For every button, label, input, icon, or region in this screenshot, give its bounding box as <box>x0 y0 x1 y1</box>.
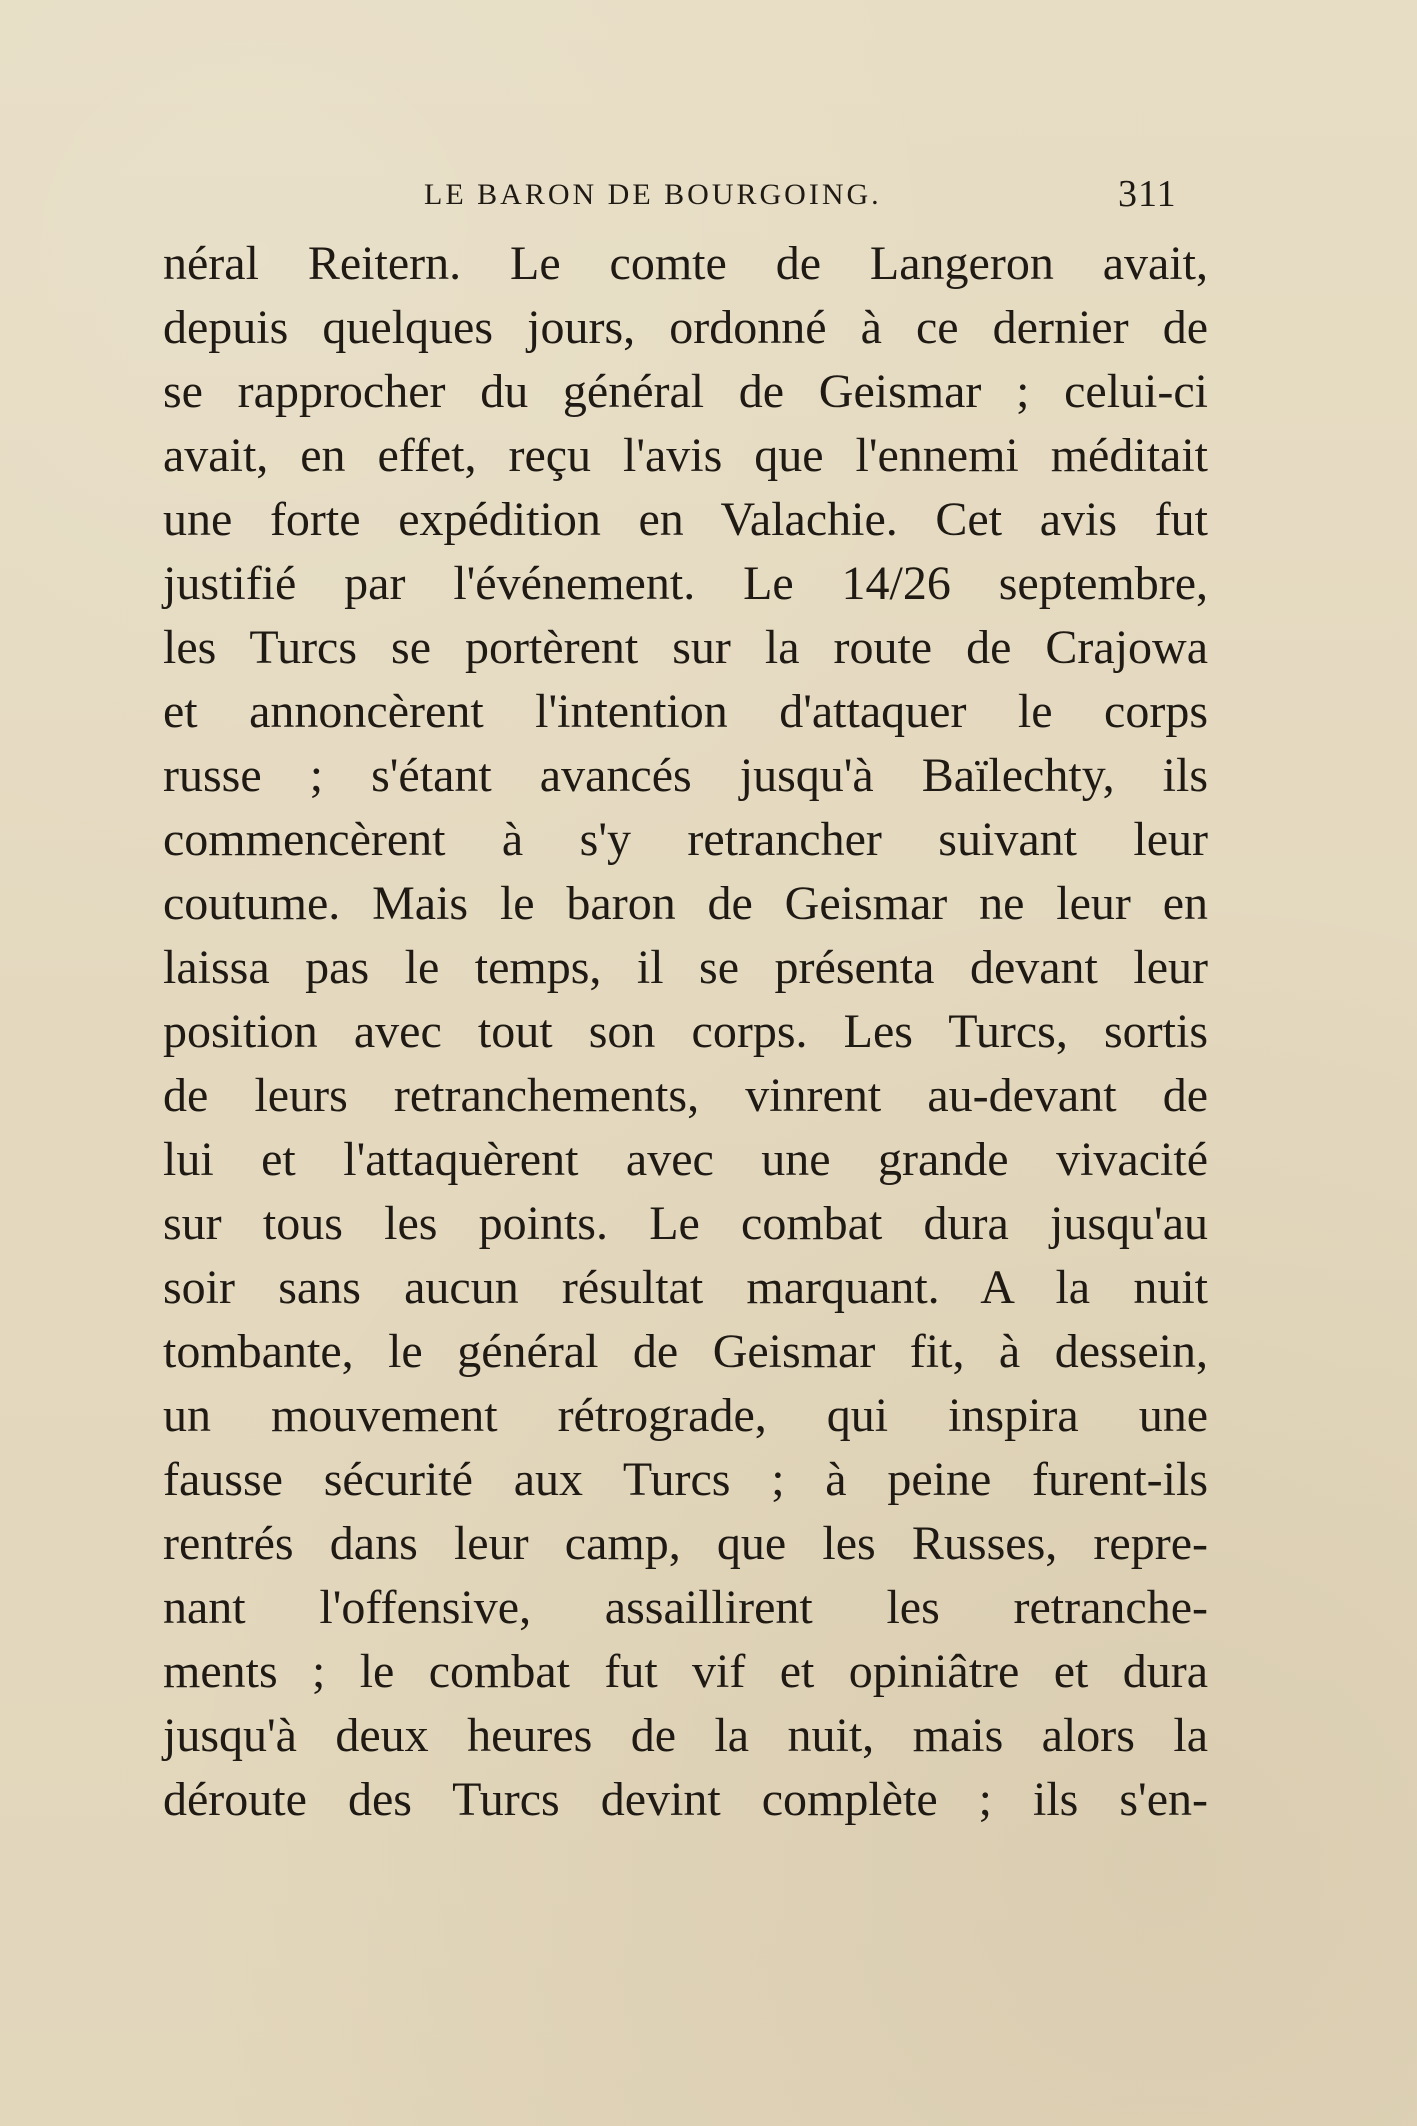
page-number: 311 <box>1118 173 1177 215</box>
text-line: nant l'offensive, assaillirent les retranche- <box>163 1581 1208 1634</box>
text-line: ments ; le combat fut vif et opiniâtre et dura <box>163 1645 1208 1698</box>
text-line: position avec tout son corps. Les Turcs, sortis <box>163 1005 1208 1058</box>
text-line: russe ; s'étant avancés jusqu'à Baïlechty, ils <box>163 749 1208 802</box>
text-line: une forte expédition en Valachie. Cet avis fut <box>163 493 1208 546</box>
text-line: coutume. Mais le baron de Geismar ne leur en <box>163 877 1208 930</box>
running-head <box>0 170 1417 220</box>
running-title: LE BARON DE BOURGOING. <box>424 178 882 211</box>
body-text <box>163 232 1208 1852</box>
text-line: un mouvement rétrograde, qui inspira une <box>163 1389 1208 1442</box>
text-line: déroute des Turcs devint complète ; ils s'en- <box>163 1773 1208 1826</box>
text-line: laissa pas le temps, il se présenta devant leur <box>163 941 1208 994</box>
text-line: rentrés dans leur camp, que les Russes, repre- <box>163 1517 1208 1570</box>
text-line: depuis quelques jours, ordonné à ce dernier de <box>163 301 1208 354</box>
text-line: commencèrent à s'y retrancher suivant leur <box>163 813 1208 866</box>
text-line: fausse sécurité aux Turcs ; à peine furent-ils <box>163 1453 1208 1506</box>
text-line: de leurs retranchements, vinrent au-devant de <box>163 1069 1208 1122</box>
text-line: tombante, le général de Geismar fit, à dessein, <box>163 1325 1208 1378</box>
text-line: les Turcs se portèrent sur la route de Crajowa <box>163 621 1208 674</box>
text-line: avait, en effet, reçu l'avis que l'ennemi méditait <box>163 429 1208 482</box>
text-line: jusqu'à deux heures de la nuit, mais alors la <box>163 1709 1208 1762</box>
text-line: justifié par l'événement. Le 14/26 septembre, <box>163 557 1208 610</box>
text-line: sur tous les points. Le combat dura jusqu'au <box>163 1197 1208 1250</box>
text-line: se rapprocher du général de Geismar ; celui-ci <box>163 365 1208 418</box>
text-line: lui et l'attaquèrent avec une grande vivacité <box>163 1133 1208 1186</box>
text-line: soir sans aucun résultat marquant. A la nuit <box>163 1261 1208 1314</box>
text-line: et annoncèrent l'intention d'attaquer le corps <box>163 685 1208 738</box>
text-line: néral Reitern. Le comte de Langeron avait, <box>163 237 1208 290</box>
